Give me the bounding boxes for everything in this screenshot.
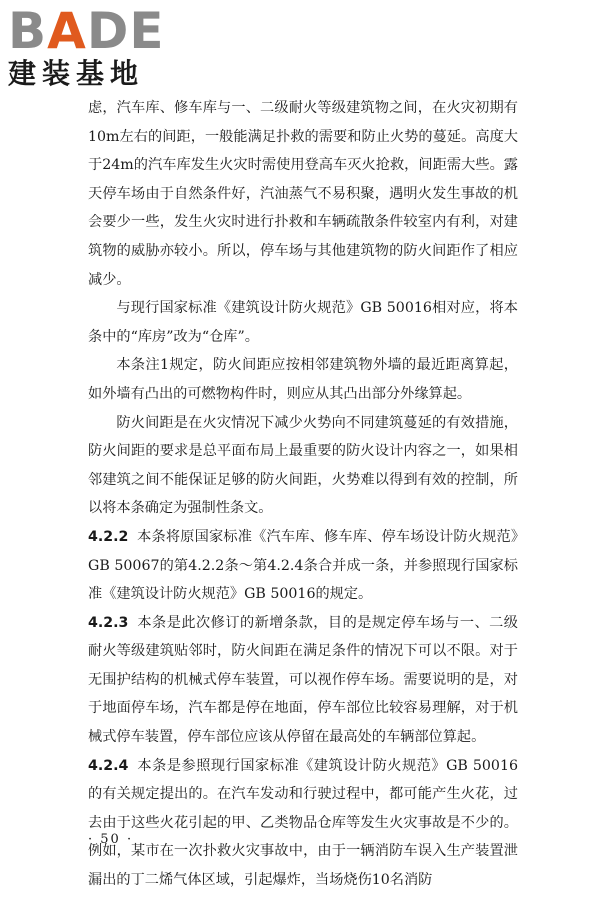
document-body — [88, 94, 518, 895]
section-4-2-3 — [88, 609, 518, 752]
page-number: · 50 · — [88, 832, 134, 847]
brand-subtitle: 建装基地 — [8, 57, 145, 90]
paragraph-standard-reference: 与现行国家标准《建筑设计防火规范》GB 50016相对应，将本条中的“库房”改为“仓库”。 — [88, 300, 518, 345]
brand-logo — [8, 2, 178, 90]
section-number: 4.2.3 — [88, 614, 129, 631]
section-4-2-4 — [88, 752, 518, 895]
section-4-2-2 — [88, 523, 518, 609]
paragraph-mandatory-clause: 防火间距是在火灾情况下减少火势向不同建筑蔓延的有效措施，防火间距的要求是总平面布局上最重要的防火设计内容之一，如果相邻建筑之间不能保证足够的防火间距，火势难以得到有效的控制，所以将本条确定为强制性条文。 — [88, 414, 518, 517]
section-number: 4.2.4 — [88, 757, 129, 774]
paragraph-note-1: 本条注1规定，防火间距应按相邻建筑物外墙的最近距离算起，如外墙有凸出的可燃物构件时，则应从其凸出部分外缘算起。 — [88, 357, 518, 402]
brand-accent-letter: A — [47, 2, 87, 60]
section-number: 4.2.2 — [88, 528, 129, 545]
brand-suffix: DE — [86, 2, 165, 60]
brand-prefix: B — [8, 2, 48, 60]
section-text: 本条将原国家标准《汽车库、修车库、停车场设计防火规范》GB 50067的第4.2.2条～第4.2.4条合并成一条，并参照现行国家标准《建筑设计防火规范》GB 50016的规定。 — [88, 528, 518, 603]
brand-wordmark — [8, 2, 178, 60]
section-text: 本条是此次修订的新增条款，目的是规定停车场与一、二级耐火等级建筑贴邻时，防火间距在满足条件的情况下可以不限。对于无围护结构的机械式停车装置，可以视作停车场。需要说明的是，对于地面停车场，汽车都是停在地面，停车部位比较容易理解，对于机械式停车装置，停车部位应该从停留在最高处的车辆部位算起。 — [88, 614, 518, 746]
paragraph-continued: 虑，汽车库、修车库与一、二级耐火等级建筑物之间，在火灾初期有10m左右的间距，一般能满足扑救的需要和防止火势的蔓延。高度大于24m的汽车库发生火灾时需使用登高车灭火抢救，间距需大些。露天停车场由于自然条件好，汽油蒸气不易积聚，遇明火发生事故的机会要少一些，发生火灾时进行扑救和车辆疏散条件较室内有利，对建筑物的威胁亦较小。所以，停车场与其他建筑物的防火间距作了相应减少。 — [88, 100, 518, 288]
section-text: 本条是参照现行国家标准《建筑设计防火规范》GB 50016的有关规定提出的。在汽车发动和行驶过程中，都可能产生火花，过去由于这些火花引起的甲、乙类物品仓库等发生火灾事故是不少的。例如，某市在一次扑救火灾事故中，由于一辆消防车误入生产装置泄漏出的丁二烯气体区域，引起爆炸，当场烧伤10名消防 — [88, 757, 518, 889]
